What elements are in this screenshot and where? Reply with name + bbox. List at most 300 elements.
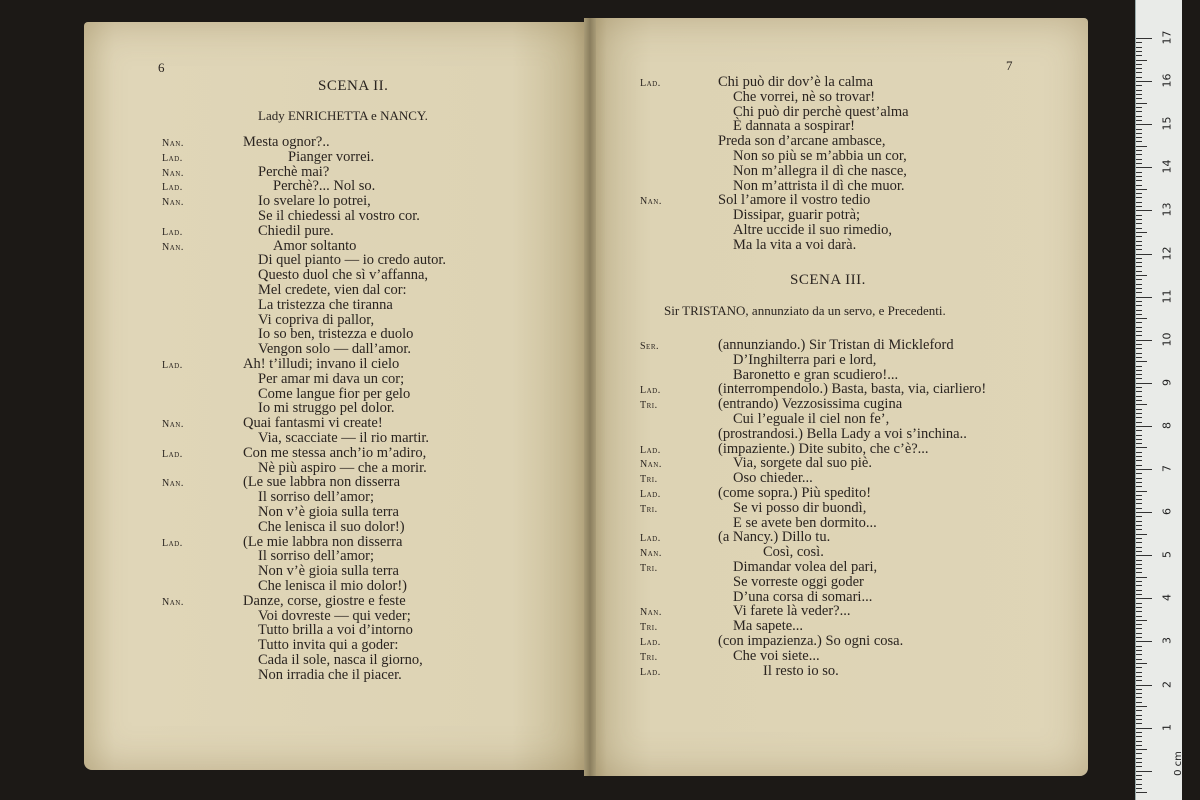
- ruler-tick: [1136, 439, 1142, 440]
- ruler-tick: [1136, 435, 1142, 436]
- speaker-label: Tri.: [640, 651, 658, 663]
- ruler-number: 7: [1160, 465, 1174, 472]
- verse-line: Perchè mai?: [258, 163, 330, 180]
- verse-line: Se il chiedessi al vostro cor.: [258, 208, 420, 224]
- ruler-tick: [1136, 245, 1142, 246]
- ruler-tick: [1136, 197, 1142, 198]
- ruler-tick: [1136, 766, 1142, 767]
- ruler-tick: [1136, 456, 1142, 457]
- verse-line: Tutto brilla a voi d’intorno: [258, 622, 413, 639]
- ruler-tick: [1136, 202, 1142, 203]
- verse-line: Che vorrei, nè so trovar!: [733, 88, 876, 105]
- ruler-tick: [1136, 116, 1142, 117]
- ruler-tick: [1136, 305, 1142, 306]
- ruler-tick: [1136, 646, 1142, 647]
- speaker-label: Lad.: [162, 226, 183, 238]
- ruler-tick: [1136, 430, 1142, 431]
- verse-line: Danze, corse, giostre e feste: [243, 592, 406, 609]
- ruler-tick: [1136, 258, 1142, 259]
- ruler-tick: [1136, 288, 1142, 289]
- ruler-tick: [1136, 167, 1152, 168]
- verse-line: Nè più aspiro — che a morir.: [258, 459, 427, 476]
- right-scene-characters: Sir TRISTANO, annunziato da un servo, e Precedenti.: [664, 303, 946, 318]
- verse-line: Tutto invita qui a goder:: [258, 637, 399, 654]
- ruler-tick: [1136, 508, 1142, 509]
- ruler-tick: [1136, 94, 1142, 95]
- ruler-tick: [1136, 486, 1142, 487]
- ruler-tick: [1136, 206, 1142, 207]
- ruler-tick: [1136, 732, 1142, 733]
- ruler-tick: [1136, 107, 1142, 108]
- ruler-tick: [1136, 292, 1142, 293]
- verse-line: La tristezza che tiranna: [258, 296, 393, 313]
- ruler-tick: [1136, 262, 1142, 263]
- ruler-tick: [1136, 297, 1152, 298]
- verse-line: Sol l’amore il vostro tedio: [718, 192, 871, 209]
- ruler-tick: [1136, 55, 1142, 56]
- ruler-tick: [1136, 284, 1142, 285]
- ruler-tick: [1136, 775, 1142, 776]
- speaker-label: Lad.: [640, 385, 661, 397]
- ruler-tick: [1136, 482, 1142, 483]
- ruler-tick: [1136, 676, 1142, 677]
- verse-line: E se avete ben dormito...: [733, 514, 877, 531]
- ruler-tick: [1136, 568, 1142, 569]
- ruler-tick: [1136, 344, 1142, 345]
- ruler-tick: [1136, 616, 1142, 617]
- ruler-tick: [1136, 753, 1142, 754]
- ruler-number: 15: [1160, 116, 1174, 131]
- verse-line: Quai fantasmi vi create!: [243, 415, 383, 432]
- ruler-tick: [1136, 111, 1142, 112]
- ruler-tick: [1136, 788, 1142, 789]
- ruler-tick: [1136, 779, 1142, 780]
- verse-line: Il sorriso dell’amor;: [258, 489, 374, 506]
- verse-line: Oso chieder...: [733, 470, 813, 487]
- ruler-tick: [1136, 547, 1142, 548]
- ruler-tick: [1136, 710, 1142, 711]
- ruler-tick: [1136, 417, 1142, 418]
- verse-line: Vi farete là veder?...: [733, 603, 851, 620]
- ruler-tick: [1136, 72, 1142, 73]
- ruler-tick: [1136, 301, 1142, 302]
- speaker-label: Lad.: [640, 78, 661, 89]
- ruler-tick: [1136, 236, 1142, 237]
- speaker-label: Nan.: [162, 167, 184, 179]
- ruler-tick: [1136, 98, 1142, 99]
- ruler-tick: [1136, 771, 1152, 772]
- ruler-tick: [1136, 335, 1142, 336]
- ruler-tick: [1136, 310, 1142, 311]
- ruler-tick: [1136, 400, 1142, 401]
- ruler-tick: [1136, 146, 1147, 147]
- speaker-label: Nan.: [640, 548, 662, 560]
- ruler-tick: [1136, 736, 1142, 737]
- speaker-label: Nan.: [640, 196, 662, 208]
- ruler-tick: [1136, 383, 1152, 384]
- verse-line: Via, scacciate — il rio martir.: [258, 430, 430, 446]
- verse-line: Ma la vita a voi darà.: [733, 236, 857, 253]
- ruler-tick: [1136, 491, 1147, 492]
- verse-line: Con me stessa anch’io m’adiro,: [243, 444, 427, 461]
- verse-line: Mesta ognor?..: [243, 134, 330, 150]
- verse-line: È dannata a sospirar!: [733, 118, 855, 135]
- verse-line: (a Nancy.) Dillo tu.: [718, 529, 831, 546]
- ruler-tick: [1136, 538, 1142, 539]
- speaker-label: Nan.: [162, 478, 184, 490]
- ruler-tick: [1136, 680, 1142, 681]
- verse-line: Per amar mi dava un cor;: [258, 370, 405, 387]
- ruler-tick: [1136, 77, 1142, 78]
- verse-line: Cui l’eguale il ciel non fe’,: [733, 411, 890, 427]
- ruler-number: 17: [1160, 30, 1174, 45]
- ruler-tick: [1136, 172, 1142, 173]
- speaker-label: Lad.: [162, 152, 183, 164]
- ruler-tick: [1136, 314, 1142, 315]
- verse-line: (Le sue labbra non disserra: [243, 474, 401, 491]
- ruler-tick: [1136, 275, 1147, 276]
- ruler-tick: [1136, 672, 1142, 673]
- ruler-tick: [1136, 512, 1152, 513]
- ruler-tick: [1136, 103, 1147, 104]
- ruler-tick: [1136, 357, 1142, 358]
- ruler-tick: [1136, 555, 1152, 556]
- ruler-tick: [1136, 654, 1142, 655]
- ruler-number: 5: [1160, 551, 1174, 559]
- verse-line: Così, così.: [763, 544, 824, 561]
- ruler-tick: [1136, 254, 1152, 255]
- speaker-label: Lad.: [162, 360, 183, 371]
- ruler-tick: [1136, 633, 1142, 634]
- ruler-tick: [1136, 551, 1142, 552]
- ruler-tick: [1136, 189, 1147, 190]
- ruler-tick: [1136, 133, 1142, 134]
- verse-line: Io mi struggo pel dolor.: [258, 400, 395, 417]
- ruler-tick: [1136, 180, 1142, 181]
- book-gutter: [584, 18, 596, 776]
- ruler-tick: [1136, 702, 1142, 703]
- verse-line: (come sopra.) Più spedito!: [718, 485, 872, 501]
- ruler-tick: [1136, 499, 1142, 500]
- ruler-tick: [1136, 443, 1142, 444]
- ruler-tick: [1136, 51, 1142, 52]
- ruler-tick: [1136, 396, 1142, 397]
- ruler-tick: [1136, 193, 1142, 194]
- ruler-tick: [1136, 361, 1147, 362]
- verse-line: Preda son d’arcane ambasce,: [718, 133, 886, 150]
- ruler-tick: [1136, 598, 1152, 599]
- ruler-tick: [1136, 327, 1142, 328]
- ruler-tick: [1136, 534, 1147, 535]
- ruler-tick: [1136, 159, 1142, 160]
- ruler-tick: [1136, 667, 1142, 668]
- ruler-tick: [1136, 124, 1152, 125]
- verse-line: Via, sorgete dal suo piè.: [733, 455, 872, 472]
- ruler-tick: [1136, 594, 1142, 595]
- ruler-number: 8: [1160, 421, 1174, 429]
- ruler-tick: [1136, 391, 1142, 392]
- ruler-tick: [1136, 38, 1152, 39]
- ruler-tick: [1136, 90, 1142, 91]
- verse-line: (annunziando.) Sir Tristan di Mickleford: [718, 337, 954, 353]
- ruler-tick: [1136, 241, 1142, 242]
- verse-line: Io so ben, tristezza e duolo: [258, 326, 414, 343]
- ruler-tick: [1136, 81, 1152, 82]
- speaker-label: Tri.: [640, 474, 658, 486]
- verse-line: Mel credete, vien dal cor:: [258, 282, 407, 298]
- ruler-tick: [1136, 154, 1142, 155]
- ruler-tick: [1136, 745, 1142, 746]
- ruler-number: 14: [1160, 159, 1174, 174]
- ruler-number: 16: [1160, 73, 1174, 88]
- verse-line: Non m’attrista il dì che muor.: [733, 177, 905, 194]
- verse-line: Come langue fior per gelo: [258, 385, 411, 402]
- ruler-tick: [1136, 590, 1142, 591]
- speaker-label: Nan.: [162, 596, 184, 608]
- ruler-tick: [1136, 516, 1142, 517]
- ruler-tick: [1136, 163, 1142, 164]
- ruler-tick: [1136, 47, 1142, 48]
- verse-line: Dimandar volea del pari,: [733, 559, 878, 575]
- left-page-number: 6: [158, 60, 165, 75]
- ruler-tick: [1136, 469, 1152, 470]
- ruler-number: 2: [1160, 680, 1174, 688]
- right-scene-title: SCENA III.: [790, 272, 866, 288]
- verse-line: Il sorriso dell’amor;: [258, 548, 374, 565]
- speaker-label: Tri.: [640, 563, 658, 574]
- ruler-tick: [1136, 784, 1142, 785]
- ruler-tick: [1136, 792, 1147, 793]
- ruler-tick: [1136, 521, 1142, 522]
- verse-line: Non so più se m’abbia un cor,: [733, 148, 907, 164]
- ruler-tick: [1136, 426, 1152, 427]
- ruler-number: 12: [1160, 246, 1174, 260]
- ruler-tick: [1136, 560, 1142, 561]
- verse-line: (con impazienza.) So ogni cosa.: [718, 633, 904, 649]
- ruler-tick: [1136, 447, 1147, 448]
- speaker-label: Nan.: [640, 607, 662, 619]
- verse-line: Vi copriva di pallor,: [258, 311, 375, 328]
- ruler-tick: [1136, 585, 1142, 586]
- ruler-tick: [1136, 249, 1142, 250]
- speaker-label: Nan.: [162, 197, 184, 209]
- ruler-tick: [1136, 271, 1142, 272]
- ruler-tick: [1136, 624, 1142, 625]
- ruler-tick: [1136, 232, 1147, 233]
- ruler-tick: [1136, 409, 1142, 410]
- ruler-tick: [1136, 422, 1142, 423]
- speaker-label: Tri.: [640, 622, 658, 634]
- ruler-tick: [1136, 525, 1142, 526]
- ruler-tick: [1136, 581, 1142, 582]
- ruler-tick: [1136, 478, 1142, 479]
- verse-line: Chi può dir perchè quest’alma: [733, 103, 909, 120]
- ruler-tick: [1136, 641, 1152, 642]
- ruler-tick: [1136, 42, 1142, 43]
- verse-line: (entrando) Vezzosissima cugina: [718, 396, 903, 413]
- measuring-ruler: [1135, 0, 1182, 800]
- ruler-tick: [1136, 697, 1142, 698]
- ruler-tick: [1136, 529, 1142, 530]
- ruler-tick: [1136, 223, 1142, 224]
- verse-line: Non v’è gioia sulla terra: [258, 504, 399, 520]
- ruler-tick: [1136, 215, 1142, 216]
- verse-line: Che voi siete...: [733, 647, 820, 664]
- verse-line: (Le mie labbra non disserra: [243, 533, 403, 550]
- ruler-tick: [1136, 64, 1142, 65]
- ruler-tick: [1136, 689, 1142, 690]
- ruler-tick: [1136, 577, 1147, 578]
- verse-line: Non irradia che il piacer.: [258, 666, 402, 683]
- verse-line: (interrompendolo.) Basta, basta, via, ciarliero!: [718, 381, 987, 398]
- verse-line: Non m’allegra il dì che nasce,: [733, 162, 907, 179]
- verse-line: Ah! t’illudi; invano il cielo: [243, 356, 400, 372]
- verse-line: Se vorreste oggi goder: [733, 573, 864, 590]
- ruler-tick: [1136, 685, 1152, 686]
- verse-line: Dissipar, guarir potrà;: [733, 207, 861, 224]
- ruler-tick: [1136, 452, 1142, 453]
- speaker-label: Lad.: [162, 182, 183, 194]
- ruler-tick: [1136, 460, 1142, 461]
- verse-line: Se vi posso dir buondì,: [733, 499, 867, 516]
- ruler-number: 10: [1160, 332, 1174, 347]
- ruler-number: 6: [1160, 508, 1174, 516]
- ruler-tick: [1136, 706, 1147, 707]
- speaker-label: Nan.: [162, 241, 184, 253]
- ruler-tick: [1136, 366, 1142, 367]
- verse-line: (impaziente.) Dite subito, che c’è?...: [718, 440, 929, 457]
- verse-line: Altre uccide il suo rimedio,: [733, 222, 893, 238]
- ruler-tick: [1136, 387, 1142, 388]
- ruler-tick: [1136, 374, 1142, 375]
- ruler-tick: [1136, 572, 1142, 573]
- left-scene-characters: Lady ENRICHETTA e NANCY.: [258, 108, 428, 123]
- ruler-tick: [1136, 185, 1142, 186]
- speaker-label: Lad.: [640, 533, 661, 545]
- ruler-tick: [1136, 650, 1142, 651]
- speaker-label: Lad.: [640, 444, 661, 456]
- verse-line: (prostrandosi.) Bella Lady a voi s’inchina..: [718, 425, 967, 442]
- verse-line: Amor soltanto: [273, 237, 357, 254]
- speaker-label: Nan.: [640, 459, 662, 471]
- ruler-number: 13: [1160, 202, 1174, 217]
- ruler-tick: [1136, 719, 1142, 720]
- left-scene-title: SCENA II.: [318, 78, 389, 94]
- ruler-unit-label: 0 cm: [1172, 751, 1184, 776]
- ruler-number: 3: [1160, 637, 1174, 645]
- speaker-label: Lad.: [640, 666, 661, 678]
- verse-line: Non v’è gioia sulla terra: [258, 563, 399, 580]
- ruler-tick: [1136, 340, 1152, 341]
- verse-line: Il resto io so.: [763, 662, 839, 679]
- ruler-tick: [1136, 611, 1142, 612]
- ruler-tick: [1136, 473, 1142, 474]
- speaker-label: Ser.: [640, 341, 660, 352]
- speaker-label: Lad.: [640, 637, 661, 648]
- ruler-tick: [1136, 607, 1142, 608]
- ruler-tick: [1136, 620, 1147, 621]
- verse-line: Ma sapete...: [733, 618, 804, 635]
- ruler-tick: [1136, 331, 1142, 332]
- verse-line: Perchè?... Nol so.: [273, 178, 376, 195]
- speaker-label: Lad.: [640, 489, 661, 500]
- ruler-tick: [1136, 413, 1142, 414]
- ruler-tick: [1136, 723, 1142, 724]
- ruler-tick: [1136, 741, 1142, 742]
- ruler-tick: [1136, 663, 1147, 664]
- verse-line: Pianger vorrei.: [288, 148, 375, 165]
- verse-line: Chiedil pure.: [258, 222, 334, 239]
- ruler-tick: [1136, 378, 1142, 379]
- verse-line: Che lenisca il mio dolor!): [258, 578, 407, 594]
- ruler-tick: [1136, 465, 1142, 466]
- ruler-tick: [1136, 176, 1142, 177]
- speaker-label: Nan.: [162, 138, 184, 149]
- ruler-tick: [1136, 228, 1142, 229]
- ruler-tick: [1136, 322, 1142, 323]
- verse-line: Di quel pianto — io credo autor.: [258, 252, 447, 269]
- ruler-tick: [1136, 219, 1142, 220]
- ruler-number: 11: [1160, 289, 1174, 304]
- ruler-tick: [1136, 353, 1142, 354]
- verse-line: D’una corsa di somari...: [733, 588, 873, 605]
- ruler-tick: [1136, 85, 1142, 86]
- ruler-tick: [1136, 659, 1142, 660]
- ruler-tick: [1136, 628, 1142, 629]
- speaker-label: Lad.: [162, 448, 183, 460]
- ruler-tick: [1136, 495, 1142, 496]
- ruler-tick: [1136, 749, 1147, 750]
- ruler-tick: [1136, 129, 1142, 130]
- ruler-tick: [1136, 120, 1142, 121]
- ruler-tick: [1136, 758, 1142, 759]
- speaker-label: Tri.: [640, 503, 658, 515]
- ruler-tick: [1136, 68, 1142, 69]
- ruler-tick: [1136, 404, 1147, 405]
- ruler-tick: [1136, 542, 1142, 543]
- ruler-tick: [1136, 318, 1147, 319]
- ruler-tick: [1136, 210, 1152, 211]
- speaker-label: Tri.: [640, 400, 658, 412]
- ruler-tick: [1136, 266, 1142, 267]
- ruler-tick: [1136, 728, 1152, 729]
- right-page-number: 7: [1006, 58, 1013, 73]
- verse-line: Questo duol che sì v’affanna,: [258, 267, 429, 284]
- ruler-tick: [1136, 564, 1142, 565]
- verse-line: Cada il sole, nasca il giorno,: [258, 652, 423, 668]
- ruler-tick: [1136, 137, 1142, 138]
- verse-line: Vengon solo — dall’amor.: [258, 341, 412, 358]
- ruler-tick: [1136, 150, 1142, 151]
- ruler-tick: [1136, 60, 1147, 61]
- ruler-tick: [1136, 503, 1142, 504]
- verse-line: Voi dovreste — qui veder;: [258, 607, 411, 624]
- ruler-tick: [1136, 693, 1142, 694]
- ruler-tick: [1136, 348, 1142, 349]
- ruler-number: 4: [1160, 594, 1174, 602]
- verse-line: Baronetto e gran scudiero!...: [733, 366, 899, 383]
- ruler-tick: [1136, 141, 1142, 142]
- ruler-tick: [1136, 603, 1142, 604]
- verse-line: Che lenisca il suo dolor!): [258, 518, 405, 535]
- verse-line: Io svelare lo potrei,: [258, 193, 371, 210]
- ruler-tick: [1136, 370, 1142, 371]
- ruler-tick: [1136, 637, 1142, 638]
- speaker-label: Lad.: [162, 537, 183, 549]
- verse-line: Chi può dir dov’è la calma: [718, 74, 874, 90]
- speaker-label: Nan.: [162, 419, 184, 431]
- ruler-tick: [1136, 279, 1142, 280]
